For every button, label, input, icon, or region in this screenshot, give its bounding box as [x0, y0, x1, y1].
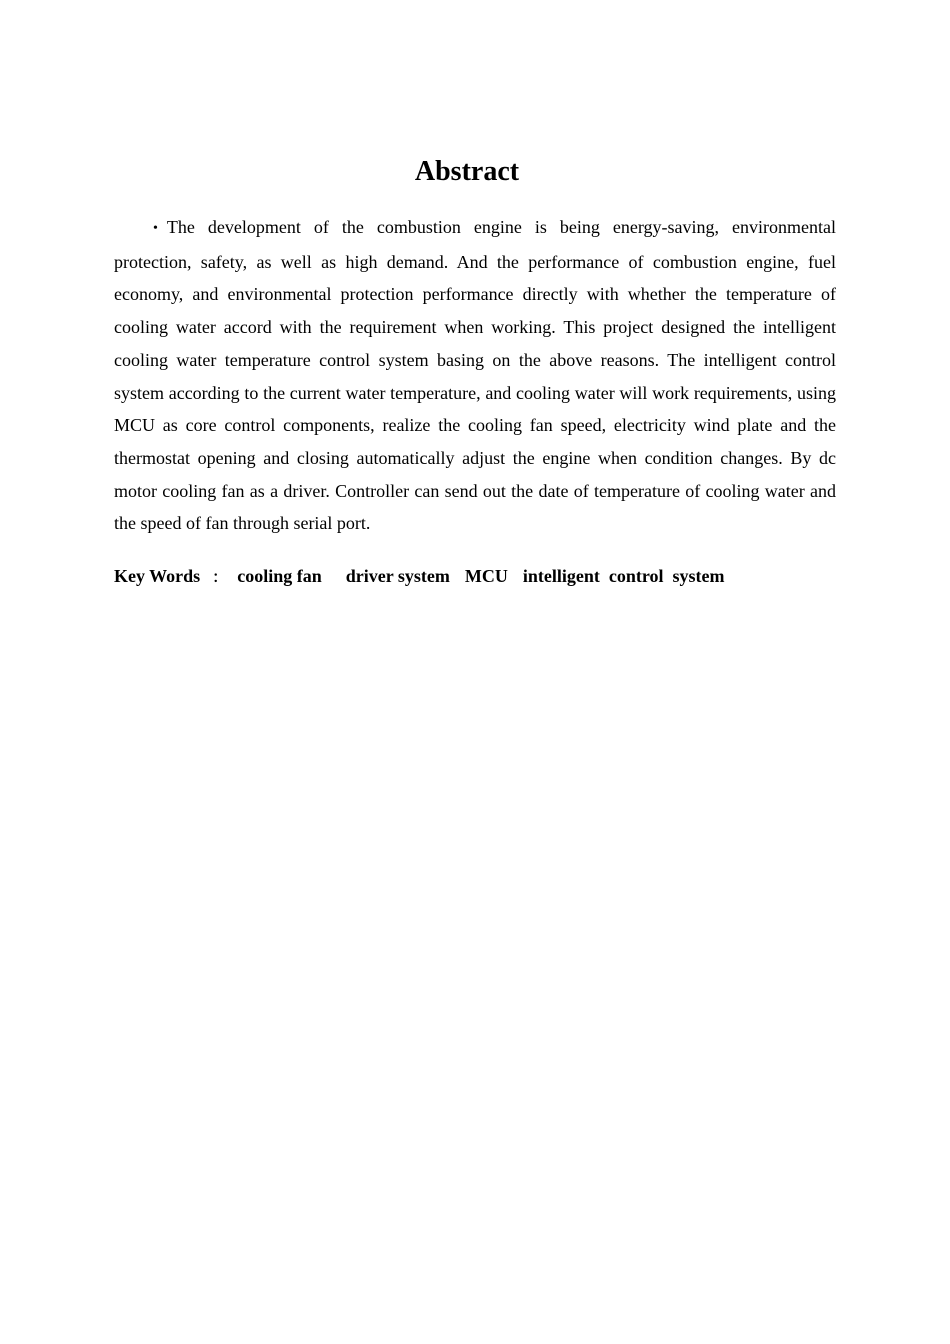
keywords-line: [114, 562, 725, 591]
keyword-item: MCU: [464, 566, 508, 586]
keyword-item: driver system: [345, 566, 450, 586]
abstract-title: Abstract: [414, 156, 520, 187]
keyword-item: cooling fan: [237, 566, 322, 586]
abstract-paragraph: [114, 211, 836, 540]
abstract-text: The development of the combustion engine is being energy-saving, environmental protection, safety, as well as high demand. And the performance of combustion engine, fuel economy, and environmental protection performance directly with whether the temperature of cooling water accord with the requirement when working. This project designed the intelligent cooling water temperature control system basing on the above reasons. The intelligent control system according to the current water temperature, and cooling water will work requirements, using MCU as core control components, realize the cooling fan speed, electricity wind plate and the thermostat opening and closing automatically adjust the engine when condition changes. By dc motor cooling fan as a driver. Controller can send out the date of temperature of cooling water and the speed of fan through serial port.: [114, 217, 836, 534]
bullet-icon: •: [153, 221, 158, 236]
keywords-label: Key Words: [114, 566, 201, 586]
keyword-item: intelligent control system: [522, 566, 725, 586]
keywords-colon: ：: [212, 568, 228, 586]
